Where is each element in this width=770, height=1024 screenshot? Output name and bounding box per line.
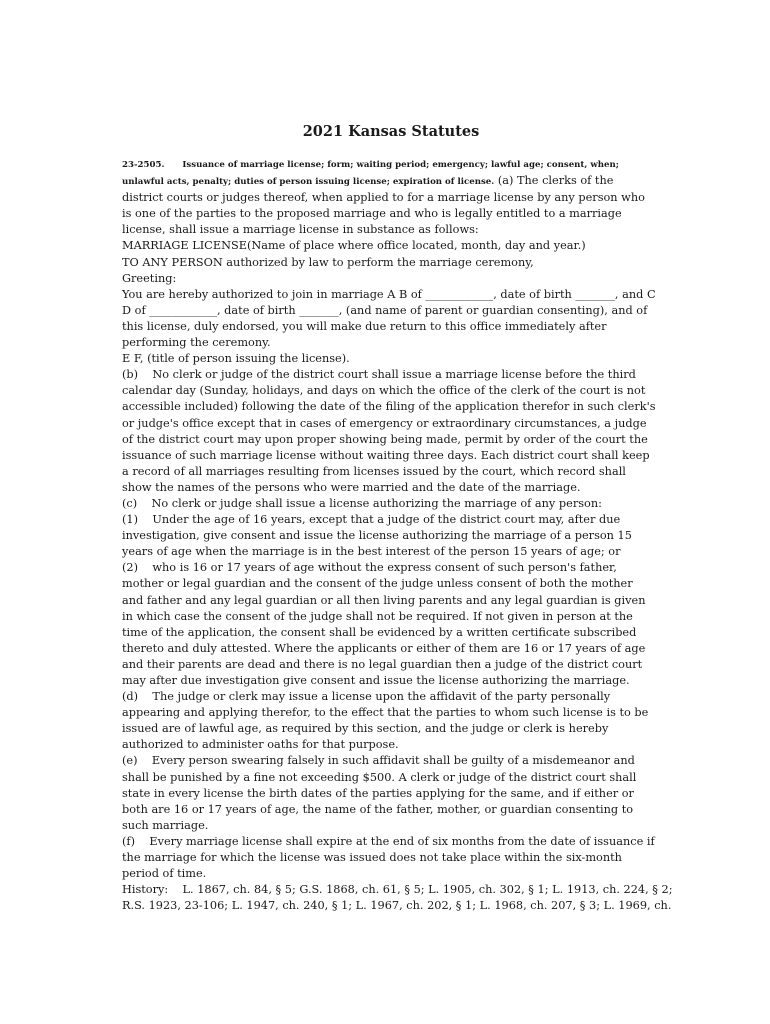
statute-line: district courts or judges thereof, when applied to for a marriage license by any person who [122,191,645,205]
statute-line: investigation, give consent and issue the license authorizing the marriage of a person 15 [122,529,632,543]
statute-line: calendar day (Sunday, holidays, and days on which the office of the clerk of the court is not [122,384,646,398]
statute-line: period of time. [122,867,207,881]
statute-line: and their parents are dead and there is no legal guardian then a judge of the district court [122,657,643,671]
statute-line: (f) Every marriage license shall expire at the end of six months from the date of issuance if [122,834,655,848]
statute-line: issuance of such marriage license without waiting three days. Each district court shall keep [122,448,650,462]
statute-line: state in every license the birth dates of the parties applying for the same, and if either or [122,786,634,800]
statute-line: The clerks of the [517,174,614,188]
section-number: 23-2505. [122,160,165,170]
statute-line: in which case the consent of the judge shall not be required. If not given in person at the [122,609,633,623]
statute-line: R.S. 1923, 23-106; L. 1947, ch. 240, § 1; L. 1967, ch. 202, § 1; L. 1968, ch. 207, § 3; L. 1969, ch. [122,899,672,913]
statute-line: years of age when the marriage is in the best interest of the person 15 years of age; or [122,545,621,559]
statute-line: both are 16 or 17 years of age, the name of the father, mother, or guardian consenting to [122,802,634,816]
statute-body [122,156,673,914]
statute-line: the marriage for which the license was issued does not take place within the six-month [122,851,622,865]
statute-line: (d) The judge or clerk may issue a license upon the affidavit of the party personally [122,690,611,704]
statute-line: and father and any legal guardian or all then living parents and any legal guardian is given [122,593,646,607]
section-heading-line-1 [122,156,652,173]
statute-line: D of ____________, date of birth _______, (and name of parent or guardian consenting), and of [122,303,648,317]
statute-line: (2) who is 16 or 17 years of age without the express consent of such person's father, [122,561,617,575]
statute-lines [122,190,673,914]
statute-line: MARRIAGE LICENSE(Name of place where office located, month, day and year.) [122,239,586,253]
statute-line: mother or legal guardian and the consent of the judge unless consent of both the mother [122,577,633,591]
statute-line: (e) Every person swearing falsely in such affidavit shall be guilty of a misdemeanor and [122,754,635,768]
statute-line: such marriage. [122,818,209,832]
statute-line: appearing and applying therefor, to the effect that the parties to whom such license is to be [122,706,649,720]
statute-line: this license, duly endorsed, you will make due return to this office immediately after [122,319,607,333]
statute-line: license, shall issue a marriage license in substance as follows: [122,223,479,237]
statute-line: issued are of lawful age, as required by this section, and the judge or clerk is hereby [122,722,609,736]
statute-line: TO ANY PERSON authorized by law to perform the marriage ceremony, [122,255,534,269]
statute-line: thereto and duly attested. Where the applicants or either of them are 16 or 17 years of age [122,641,646,655]
statute-line: (c) No clerk or judge shall issue a license authorizing the marriage of any person: [122,496,602,510]
section-heading-continued: unlawful acts, penalty; duties of person issuing license; expiration of license. [122,177,495,188]
subsection-a-label: (a) [497,174,517,188]
statute-line: is one of the parties to the proposed marriage and who is legally entitled to a marriage [122,207,622,221]
statute-line: You are hereby authorized to join in marriage A B of ____________, date of birth _______, and C [122,287,656,301]
statute-line: may after due investigation give consent and issue the license authorizing the marriage. [122,674,630,687]
statute-line: (b) No clerk or judge of the district court shall issue a marriage license before the third [122,368,636,382]
section-heading: Issuance of marriage license; form; waiting period; emergency; lawful age; consent, when; [182,160,619,170]
statute-line: shall be punished by a fine not exceeding $500. A clerk or judge of the district court shall [122,770,637,784]
statute-line: of the district court may upon proper showing being made, permit by order of the court the [122,432,648,446]
statute-line: or judge's office except that in cases of emergency or extraordinary circumstances, a judge [122,416,647,430]
page-title: 2021 Kansas Statutes [302,123,480,140]
statute-line: History: L. 1867, ch. 84, § 5; G.S. 1868, ch. 61, § 5; L. 1905, ch. 302, § 1; L. 1913, ch. 224, § 2; [122,883,673,897]
statute-line: performing the ceremony. [122,336,271,350]
statute-line: E F, (title of person issuing the license). [122,352,350,366]
statute-line: a record of all marriages resulting from licenses issued by the court, which record shall [122,464,626,478]
statute-line: (1) Under the age of 16 years, except that a judge of the district court may, after due [122,513,621,527]
statute-page [122,122,673,914]
statute-line: authorized to administer oaths for that purpose. [122,738,399,752]
statute-line: accessible included) following the date of the filing of the application therefor in such clerk's [122,400,656,414]
statute-line: Greeting: [122,271,177,285]
statute-line: show the names of the persons who were married and the date of the marriage. [122,480,581,494]
section-heading-line-2 [122,173,652,190]
statute-line: time of the application, the consent shall be evidenced by a written certificate subscribed [122,625,637,639]
